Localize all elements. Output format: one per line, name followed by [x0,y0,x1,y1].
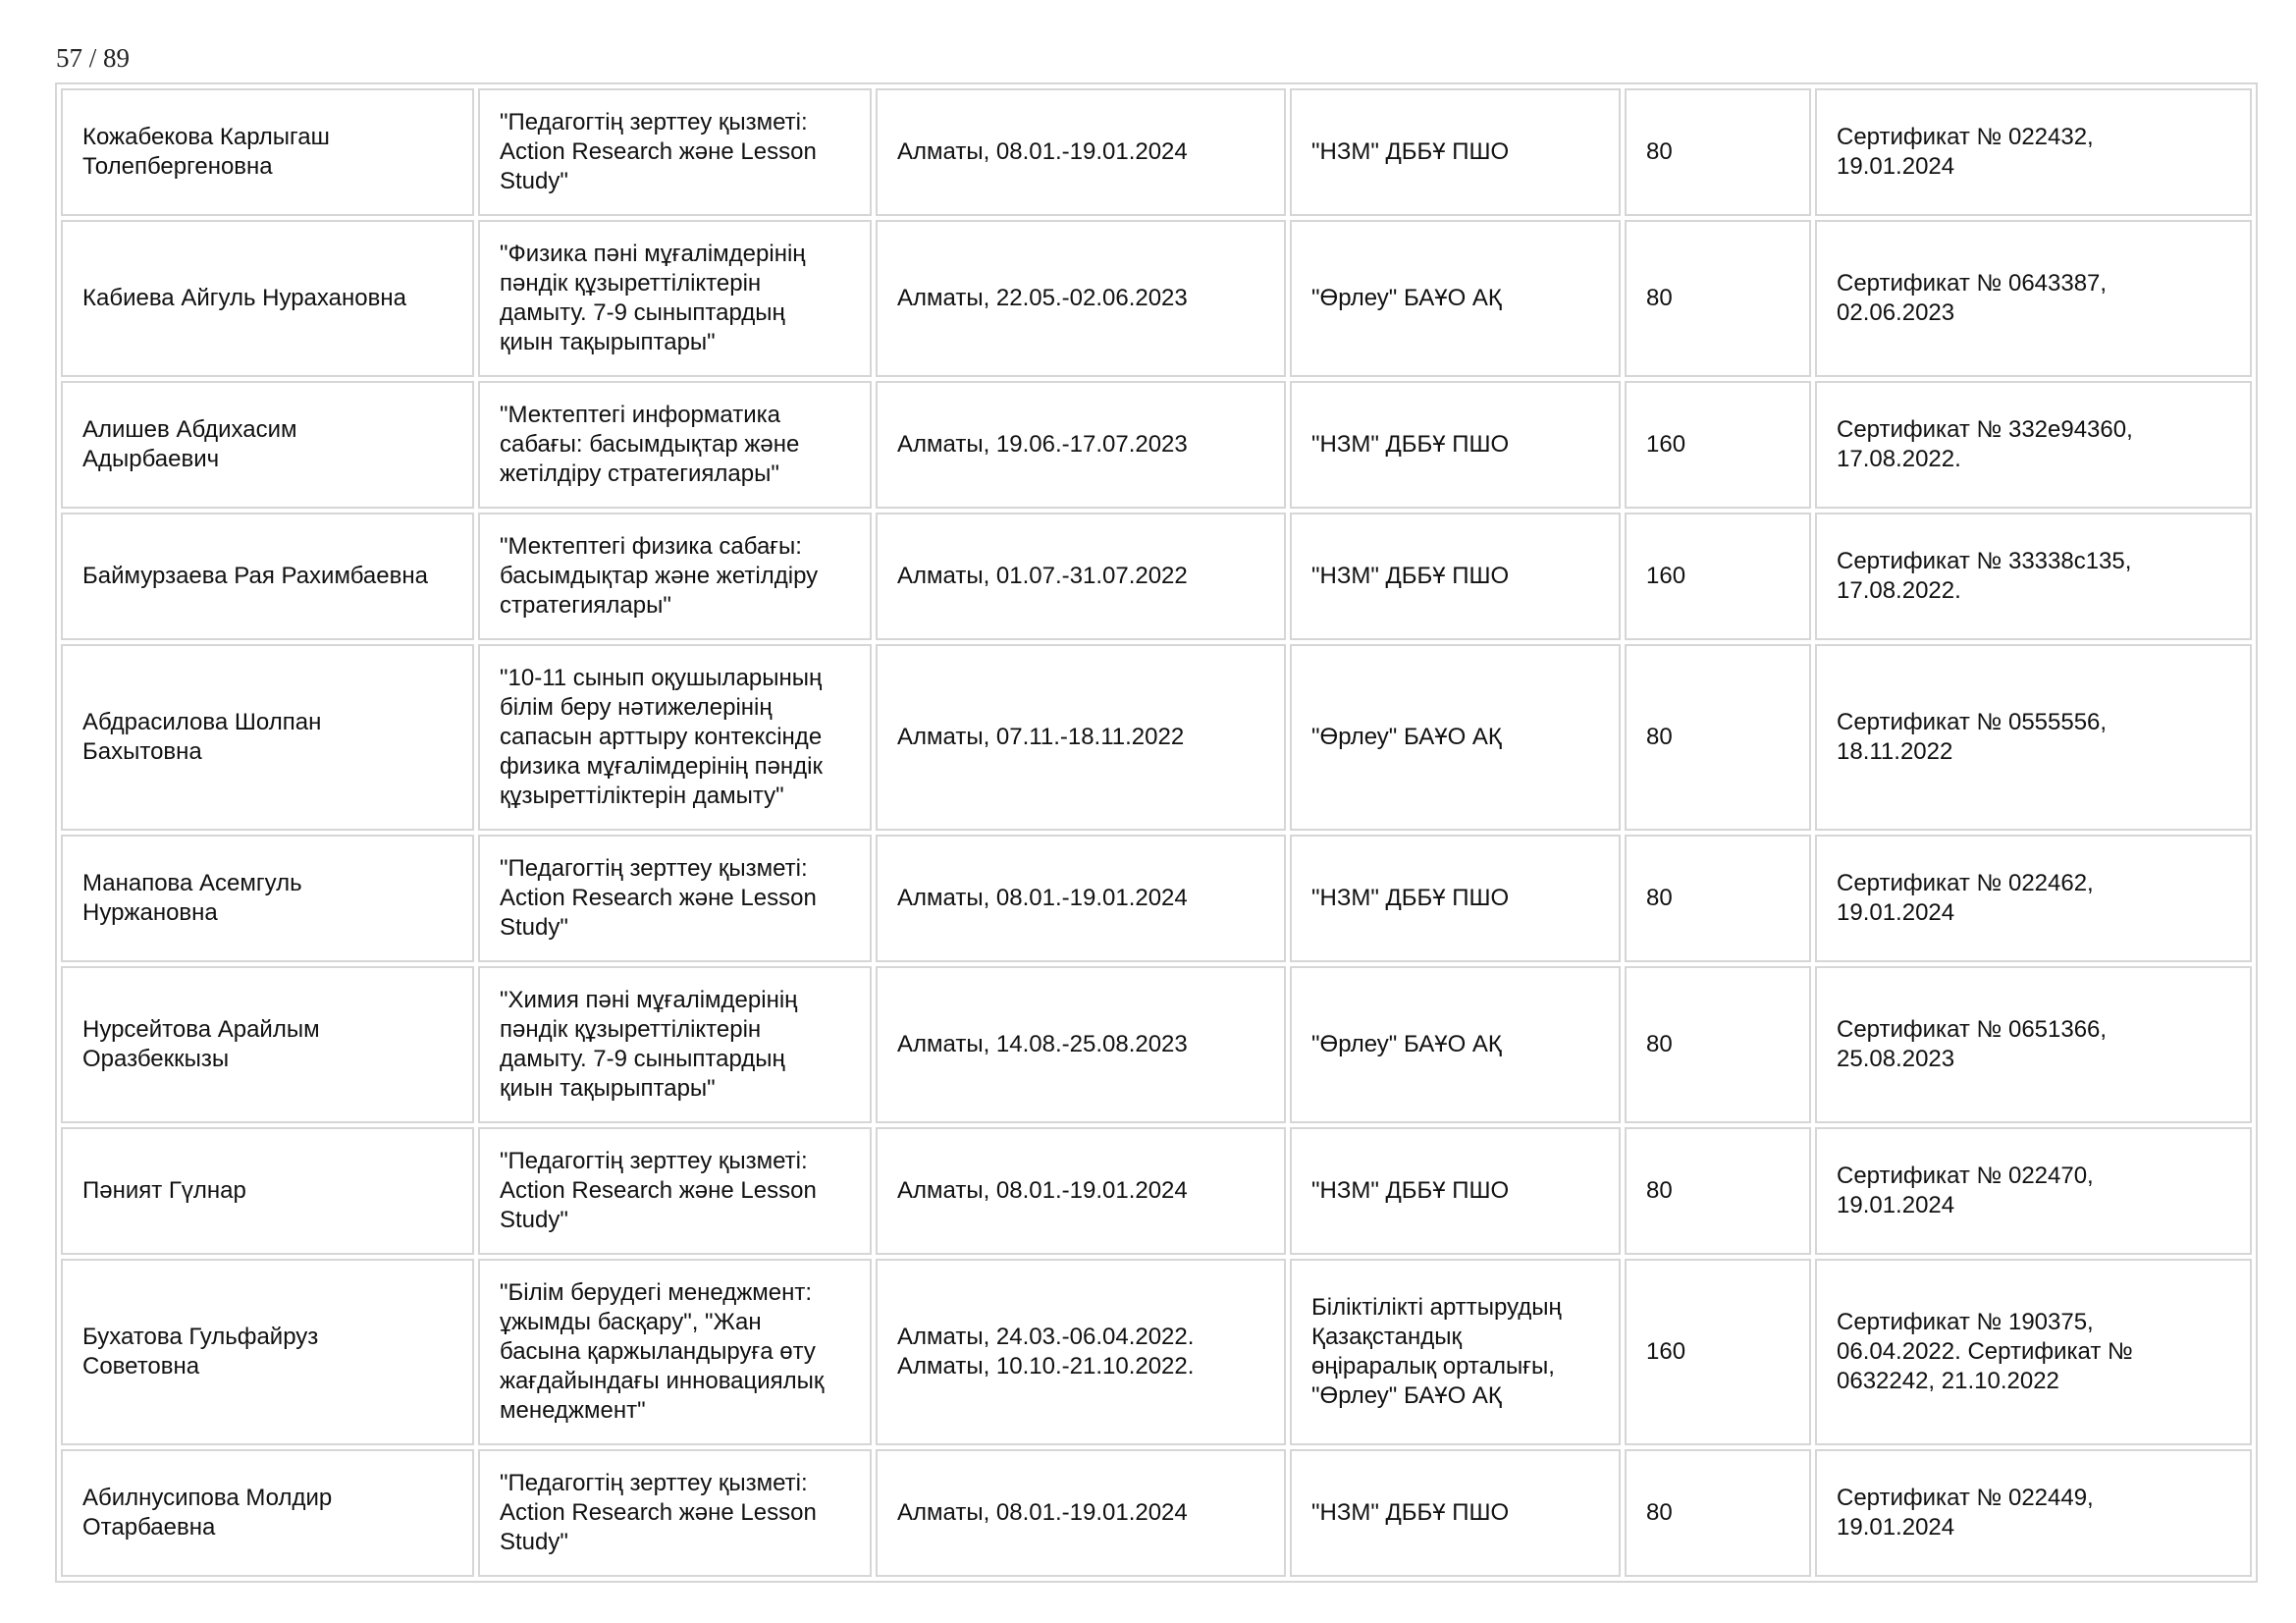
hours-cell: 160 [1625,1259,1811,1445]
hours-cell: 160 [1625,513,1811,640]
table-row [61,513,2252,640]
certificate-cell: Сертификат № 0651366, 25.08.2023 [1815,966,2252,1123]
certificate-cell: Сертификат № 332e94360, 17.08.2022. [1815,381,2252,509]
organization-cell: "Өрлеу" БАҰО АҚ [1290,966,1621,1123]
teacher-name-cell: Абдрасилова Шолпан Бахытовна [61,644,474,831]
course-title-cell: "Педагогтің зерттеу қызметі: Action Research және Lesson Study" [478,1127,872,1255]
certificate-cell: Сертификат № 190375, 06.04.2022. Сертификат № 0632242, 21.10.2022 [1815,1259,2252,1445]
place-dates-cell: Алматы, 08.01.-19.01.2024 [876,1127,1286,1255]
teacher-name-cell: Пәният Гүлнар [61,1127,474,1255]
certificate-cell: Сертификат № 022449, 19.01.2024 [1815,1449,2252,1577]
hours-cell: 80 [1625,88,1811,216]
teacher-name-cell: Баймурзаева Рая Рахимбаевна [61,513,474,640]
course-title-cell: "Педагогтің зерттеу қызметі: Action Research және Lesson Study" [478,88,872,216]
organization-cell: Біліктілікті арттырудың Қазақстандық өңіраралық орталығы, "Өрлеу" БАҰО АҚ [1290,1259,1621,1445]
certificate-cell: Сертификат № 33338c135, 17.08.2022. [1815,513,2252,640]
teacher-name-cell: Кожабекова Карлыгаш Толепбергеновна [61,88,474,216]
organization-cell: "НЗМ" ДББҰ ПШО [1290,835,1621,962]
table-row [61,1449,2252,1577]
place-dates-cell: Алматы, 01.07.-31.07.2022 [876,513,1286,640]
certificate-cell: Сертификат № 0643387, 02.06.2023 [1815,220,2252,377]
teacher-name-cell: Манапова Асемгуль Нуржановна [61,835,474,962]
course-title-cell: "Білім берудегі менеджмент: ұжымды басқару", "Жан басына қаржыландыруға өту жағдайындағы инновациялық менеджмент" [478,1259,872,1445]
organization-cell: "НЗМ" ДББҰ ПШО [1290,88,1621,216]
training-records-table [55,82,2258,1583]
hours-cell: 80 [1625,644,1811,831]
table-row [61,835,2252,962]
teacher-name-cell: Алишев Абдихасим Адырбаевич [61,381,474,509]
hours-cell: 80 [1625,1449,1811,1577]
teacher-name-cell: Нурсейтова Арайлым Оразбеккызы [61,966,474,1123]
teacher-name-cell: Бухатова Гульфайруз Советовна [61,1259,474,1445]
course-title-cell: "Мектептегі информатика сабағы: басымдықтар және жетілдіру стратегиялары" [478,381,872,509]
table-row [61,1259,2252,1445]
place-dates-cell: Алматы, 14.08.-25.08.2023 [876,966,1286,1123]
organization-cell: "НЗМ" ДББҰ ПШО [1290,1449,1621,1577]
certificate-cell: Сертификат № 022432, 19.01.2024 [1815,88,2252,216]
table-row [61,1127,2252,1255]
teacher-name-cell: Абилнусипова Молдир Отарбаевна [61,1449,474,1577]
course-title-cell: "Химия пәні мұғалімдерінің пәндік құзыреттіліктерін дамыту. 7-9 сыныптардың қиын тақырыптары" [478,966,872,1123]
organization-cell: "Өрлеу" БАҰО АҚ [1290,644,1621,831]
course-title-cell: "Педагогтің зерттеу қызметі: Action Research және Lesson Study" [478,1449,872,1577]
certificate-cell: Сертификат № 022470, 19.01.2024 [1815,1127,2252,1255]
hours-cell: 80 [1625,1127,1811,1255]
hours-cell: 80 [1625,966,1811,1123]
hours-cell: 80 [1625,835,1811,962]
place-dates-cell: Алматы, 07.11.-18.11.2022 [876,644,1286,831]
hours-cell: 160 [1625,381,1811,509]
organization-cell: "НЗМ" ДББҰ ПШО [1290,513,1621,640]
table-row [61,381,2252,509]
course-title-cell: "10-11 сынып оқушыларының білім беру нәтижелерінің сапасын арттыру контексінде физика мұғалімдерінің пәндік құзыреттіліктерін дамыту" [478,644,872,831]
course-title-cell: "Мектептегі физика сабағы: басымдықтар және жетілдіру стратегиялары" [478,513,872,640]
table-row [61,220,2252,377]
organization-cell: "НЗМ" ДББҰ ПШО [1290,381,1621,509]
certificate-cell: Сертификат № 022462, 19.01.2024 [1815,835,2252,962]
table-row [61,644,2252,831]
course-title-cell: "Физика пәні мұғалімдерінің пәндік құзыреттіліктерін дамыту. 7-9 сыныптардың қиын тақырыптары" [478,220,872,377]
organization-cell: "НЗМ" ДББҰ ПШО [1290,1127,1621,1255]
place-dates-cell: Алматы, 22.05.-02.06.2023 [876,220,1286,377]
place-dates-cell: Алматы, 08.01.-19.01.2024 [876,835,1286,962]
course-title-cell: "Педагогтің зерттеу қызметі: Action Research және Lesson Study" [478,835,872,962]
place-dates-cell: Алматы, 08.01.-19.01.2024 [876,88,1286,216]
page-counter: 57 / 89 [56,43,131,73]
teacher-name-cell: Кабиева Айгуль Нурахановна [61,220,474,377]
organization-cell: "Өрлеу" БАҰО АҚ [1290,220,1621,377]
place-dates-cell: Алматы, 08.01.-19.01.2024 [876,1449,1286,1577]
certificate-cell: Сертификат № 0555556, 18.11.2022 [1815,644,2252,831]
place-dates-cell: Алматы, 19.06.-17.07.2023 [876,381,1286,509]
hours-cell: 80 [1625,220,1811,377]
table-body [61,88,2252,1577]
table-row [61,88,2252,216]
table-row [61,966,2252,1123]
place-dates-cell: Алматы, 24.03.-06.04.2022. Алматы, 10.10.-21.10.2022. [876,1259,1286,1445]
